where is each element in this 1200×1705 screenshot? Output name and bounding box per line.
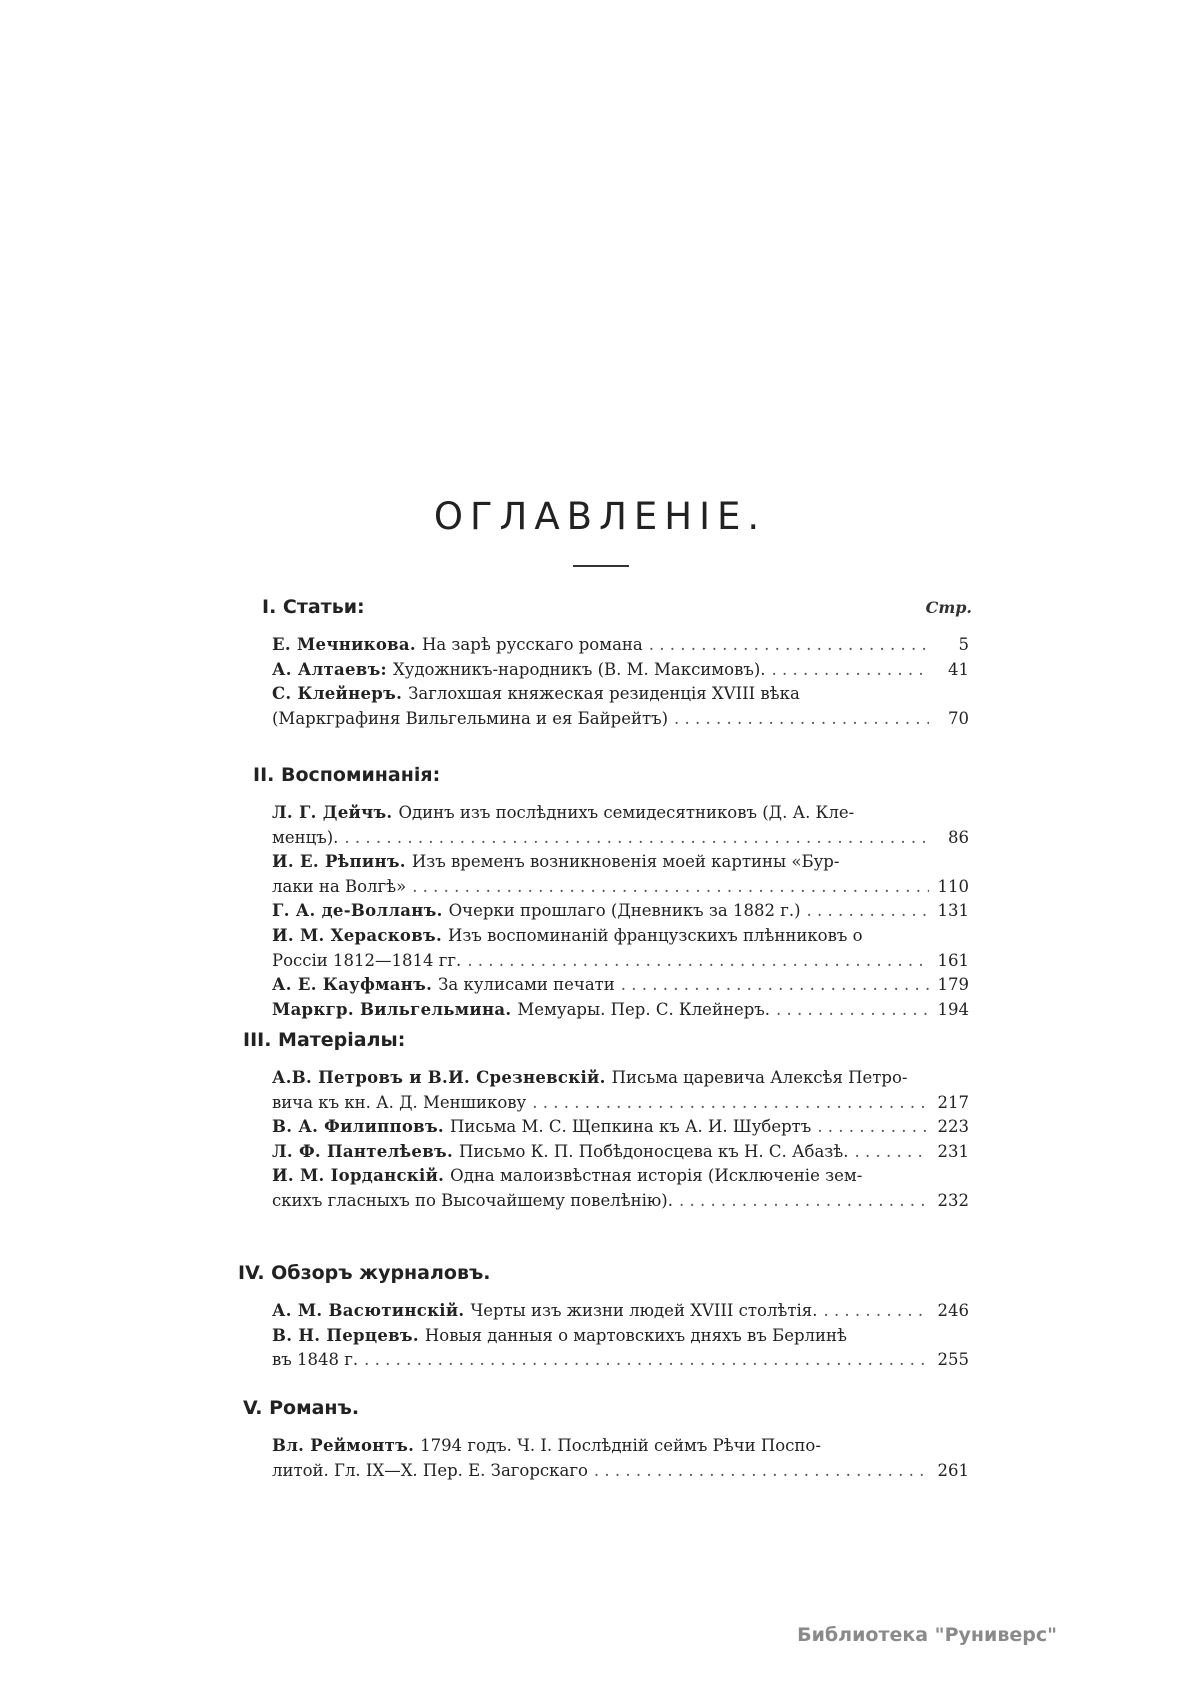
entry-page-number: 246 [937, 1301, 969, 1320]
entry-author: Л. Ф. Пантелѣевъ. [272, 1141, 453, 1161]
entry-author: Маркгр. Вильгельмина. [272, 999, 512, 1019]
entry-page-number: 194 [937, 999, 969, 1019]
entry-author: А. М. Васютинскій. [272, 1301, 465, 1320]
entry-page-number: 217 [937, 1092, 969, 1112]
toc-entry-line [272, 1164, 969, 1188]
entry-title: лаки на Волгѣ» [272, 876, 407, 896]
toc-entry-line [272, 826, 969, 850]
dot-leader [823, 1299, 929, 1323]
entry-page-number: 41 [948, 659, 969, 679]
entry-author: С. Клейнеръ. [272, 684, 403, 704]
toc-entry-line [272, 949, 969, 973]
toc-entry-line [272, 998, 969, 1022]
dot-leader [807, 899, 929, 923]
dot-leader [649, 633, 929, 657]
entry-page-number: 255 [937, 1350, 969, 1370]
entry-page-number: 179 [937, 975, 969, 995]
entry-author: Вл. Реймонтъ. [272, 1436, 415, 1455]
entry-title: 1794 годъ. Ч. I. Послѣдній сеймъ Рѣчи Поспо- [420, 1436, 821, 1455]
section-heading: III. Матеріалы: [243, 1029, 406, 1051]
entry-page-number: 231 [937, 1141, 969, 1161]
entry-title: Заглохшая княжеская резиденція XVIII вѣка [408, 684, 800, 704]
title-rule [573, 565, 629, 567]
toc-entry-line [272, 658, 969, 682]
entry-title: Художникъ-народникъ (В. М. Максимовъ). [392, 659, 766, 679]
entry-page-number: 232 [937, 1191, 969, 1210]
entry-author: В. А. Филипповъ. [272, 1117, 444, 1137]
entry-author: В. Н. Перцевъ. [272, 1325, 419, 1345]
entry-author: Е. Мечникова. [272, 635, 416, 654]
toc-entry-line [272, 1140, 969, 1164]
entry-title: литой. Гл. IX—X. Пер. Е. Загорскаго [272, 1460, 588, 1480]
entry-page-number: 131 [937, 901, 969, 921]
page-column-label: Стр. [925, 598, 972, 617]
entry-page-number: 223 [937, 1117, 969, 1137]
entry-author: И. Е. Рѣпинъ. [272, 852, 406, 872]
toc-entry-line [272, 633, 969, 657]
entry-author: И. М. Херасковъ. [272, 926, 442, 945]
dot-leader [467, 949, 929, 973]
toc-entry-line [272, 1115, 969, 1139]
library-watermark: Библиотека "Руниверс" [797, 1624, 1057, 1646]
entry-title: въ 1848 г. [272, 1350, 359, 1370]
section-heading: I. Статьи: [262, 596, 365, 618]
dot-leader [621, 973, 929, 997]
section-heading: V. Романъ. [243, 1397, 360, 1419]
entry-author: А. Е. Кауфманъ. [272, 975, 433, 995]
toc-entry-line [272, 1348, 969, 1372]
dot-leader [776, 998, 929, 1022]
entry-title: На зарѣ русскаго романа [421, 635, 643, 654]
toc-entry-line [272, 899, 969, 923]
entry-title: вича къ кн. А. Д. Меншикову [272, 1092, 527, 1112]
entry-title: Одинъ изъ послѣднихъ семидесятниковъ (Д. А. Кле- [398, 803, 855, 822]
entry-page-number: 261 [937, 1460, 969, 1480]
page-title: ОГЛАВЛЕНІЕ. [433, 495, 767, 538]
section-heading: II. Воспоминанія: [253, 764, 441, 786]
entry-page-number: 5 [958, 635, 969, 654]
toc-entry-line [272, 1434, 969, 1458]
entry-author: Л. Г. Дейчъ. [272, 803, 393, 822]
entry-author: Г. А. де-Волланъ. [272, 901, 443, 921]
dot-leader [344, 826, 929, 850]
entry-author: А.В. Петровъ и В.И. Срезневскій. [272, 1068, 606, 1087]
entry-title: Письмо К. П. Побѣдоносцева къ Н. С. Абазѣ. [459, 1141, 849, 1161]
dot-leader [412, 875, 929, 899]
entry-page-number: 161 [937, 950, 969, 970]
entry-title: Изъ воспоминаній французскихъ плѣнниковъ о [448, 926, 863, 945]
entry-author: И. М. Іорданскій. [272, 1166, 445, 1186]
entry-author: А. Алтаевъ: [272, 659, 387, 679]
toc-entry-line [272, 1091, 969, 1115]
entry-title: скихъ гласныхъ по Высочайшему повелѣнію). [272, 1191, 673, 1210]
dot-leader [855, 1140, 930, 1164]
dot-leader [679, 1189, 929, 1213]
dot-leader [594, 1459, 929, 1483]
entry-title: Мемуары. Пер. С. Клейнеръ. [517, 999, 771, 1019]
dot-leader [817, 1115, 929, 1139]
toc-entry-line [272, 875, 969, 899]
toc-entry-line [272, 801, 969, 825]
entry-title: Черты изъ жизни людей XVIII столѣтія. [470, 1301, 818, 1320]
toc-entry-line [272, 850, 969, 874]
toc-entry-line [272, 682, 969, 706]
toc-entry-line [272, 707, 969, 731]
toc-entry-line [272, 924, 969, 948]
entry-page-number: 70 [948, 708, 969, 728]
dot-leader [364, 1348, 929, 1372]
entry-title: Письма М. С. Щепкина къ А. И. Шубертъ [449, 1117, 812, 1137]
section-heading: IV. Обзоръ журналовъ. [238, 1262, 491, 1284]
toc-entry-line [272, 1459, 969, 1483]
toc-entry-line [272, 973, 969, 997]
entry-title: Россіи 1812—1814 гг. [272, 950, 462, 970]
entry-title: Новыя данныя о мартовскихъ дняхъ въ Берлинѣ [424, 1325, 847, 1345]
entry-title: Изъ временъ возникновенія моей картины «Бур- [411, 852, 840, 872]
toc-entry-line [272, 1324, 969, 1348]
entry-page-number: 110 [937, 876, 969, 896]
toc-entry-line [272, 1066, 969, 1090]
entry-page-number: 86 [948, 827, 969, 847]
entry-title: Письма царевича Алексѣя Петро- [611, 1068, 908, 1087]
entry-title: менцъ). [272, 827, 339, 847]
dot-leader [532, 1091, 929, 1115]
entry-title: (Маркграфиня Вильгельмина и ея Байрейтъ) [272, 708, 669, 728]
toc-entry-line [272, 1299, 969, 1323]
entry-title: За кулисами печати [438, 975, 615, 995]
entry-title: Очерки прошлаго (Дневникъ за 1882 г.) [448, 901, 801, 921]
dot-leader [772, 658, 929, 682]
dot-leader [674, 707, 929, 731]
toc-entry-line [272, 1189, 969, 1213]
entry-title: Одна малоизвѣстная исторія (Исключеніе зем- [450, 1166, 863, 1186]
